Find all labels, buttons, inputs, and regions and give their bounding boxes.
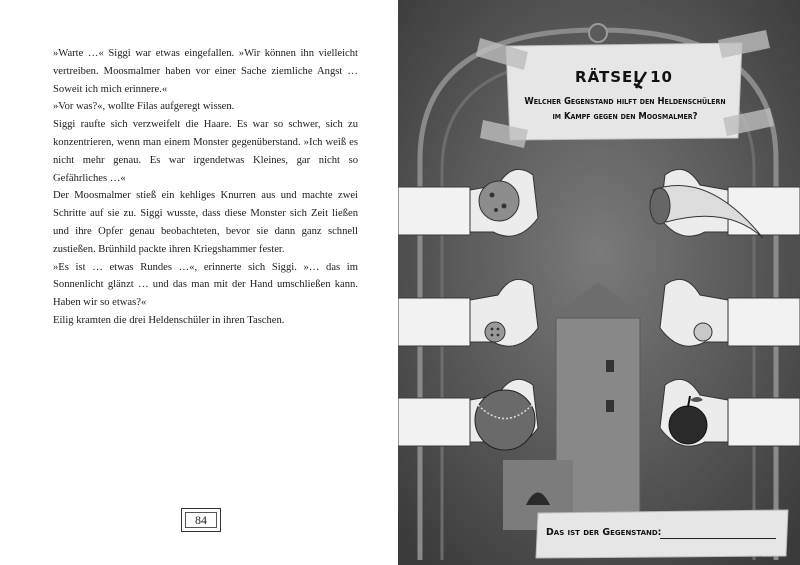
paragraph: »Warte …« Siggi war etwas eingefallen. »Wir können ihn vielleicht vertreiben. Moosmalmer haben vor einer Sache ziemliche Angst … Soweit ich mich erinnere.« <box>53 48 358 95</box>
button-icon <box>485 322 505 342</box>
riddle-title: RÄTSEL 10 <box>575 68 673 86</box>
left-page <box>0 0 398 565</box>
riddle-question-line: im Kampf gegen den Moosmalmer? <box>552 111 698 122</box>
paragraph: Der Moosmalmer stieß ein kehliges Knurren aus und machte zwei Schritte auf sie zu. Siggi wusste, dass diese Monster sich Zeit ließen und ihre Opfer genau beobachteten, bevor sie dann ganz schnell zustießen. Brünhild packte ihren Kriegshammer fester. <box>53 190 358 255</box>
answer-label: Das ist der Gegenstand: <box>546 527 662 538</box>
story-text <box>53 45 358 330</box>
riddle-question-line: Welcher Gegenstand hilft den Heldenschülern <box>524 96 726 107</box>
page-number <box>181 508 221 532</box>
riddle-question <box>510 94 740 124</box>
page-number-text: 84 <box>195 512 207 527</box>
coin-icon <box>694 323 712 341</box>
paragraph: Siggi raufte sich verzweifelt die Haare. Es war so schwer, sich zu konzentrieren, wenn man einem Monster gegenüberstand. »Ich weiß es nicht mehr genau. Es war irgendetwas Kleines, gar nicht so Gefährliches …« <box>53 119 358 184</box>
answer-line[interactable] <box>660 538 776 539</box>
riddle-illustration-page <box>398 0 800 565</box>
paragraph: »Es ist … etwas Rundes …«, erinnerte sich Siggi. »… das im Sonnenlicht glänzt … und das man mit der Hand umschließen kann. Haben wir so etwas?« <box>53 261 358 309</box>
cookie-icon <box>479 181 519 221</box>
title-paper <box>506 43 742 140</box>
ornament-icon <box>589 24 607 42</box>
paragraph: Eilig kramten die drei Heldenschüler in ihren Taschen. <box>53 314 285 326</box>
ball-icon <box>475 390 535 450</box>
paragraph: »Vor was?«, wollte Filas aufgeregt wissen. <box>53 101 235 113</box>
